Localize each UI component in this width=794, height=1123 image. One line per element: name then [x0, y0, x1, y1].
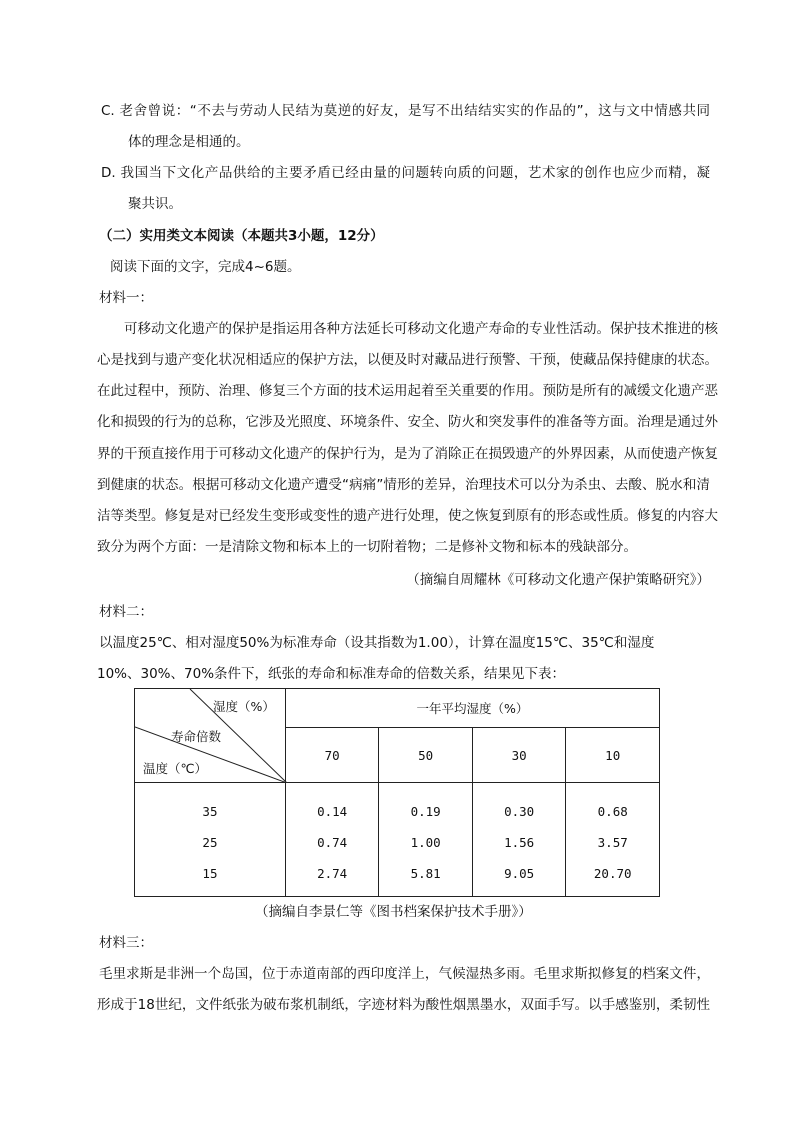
value-cell: 0.30: [504, 804, 535, 819]
value-column: [285, 783, 379, 897]
paper-lifespan-table: [134, 688, 660, 897]
value-column: [566, 783, 660, 897]
temp-cell: 15: [202, 866, 218, 881]
corner-humidity-label: 湿度（%）: [213, 699, 275, 714]
option-c-line1: C. 老舍曾说：“不去与劳动人民结为莫逆的好友，是写不出结结实实的作品的”，这与文中情感共同: [101, 103, 710, 119]
value-cell: 0.14: [317, 804, 348, 819]
value-cell: 0.68: [597, 804, 628, 819]
temp-cell: 25: [202, 835, 218, 850]
humidity-header: 50: [379, 728, 473, 783]
section-heading: （二）实用类文本阅读（本题共3小题，12分）: [99, 228, 384, 244]
value-cell: 5.81: [410, 866, 441, 881]
table-body-row: [135, 783, 660, 897]
corner-temperature-label: 温度（℃）: [143, 761, 208, 776]
material3-label: 材料三：: [99, 935, 153, 951]
material1-source: （摘编自周耀林《可移动文化遗产保护策略研究》）: [406, 572, 710, 588]
material3-line1: 毛里求斯是非洲一个岛国，位于赤道南部的西印度洋上，气候湿热多雨。毛里求斯拟修复的档案文件，: [99, 966, 710, 982]
material1-line: 化和损毁的行为的总称，它涉及光照度、环境条件、安全、防火和突发事件的准备等方面。治理是通过外: [97, 414, 718, 430]
material3-line2: 形成于18世纪，文件纸张为破布浆机制纸，字迹材料为酸性烟黑墨水，双面手写。以手感鉴别，柔韧性: [97, 997, 710, 1013]
material1-line: 可移动文化遗产的保护是指运用各种方法延长可移动文化遗产寿命的专业性活动。保护技术推进的核: [124, 321, 718, 337]
material1-label: 材料一：: [99, 290, 153, 306]
value-column: [379, 783, 473, 897]
humidity-header: 10: [566, 728, 660, 783]
material2-label: 材料二：: [99, 604, 153, 620]
value-cell: 2.74: [317, 866, 348, 881]
humidity-header: 30: [472, 728, 566, 783]
humidity-header: 70: [285, 728, 379, 783]
material1-line: 洁等类型。修复是对已经发生变形或变性的遗产进行处理，使之恢复到原有的形态或性质。修复的内容大: [97, 508, 718, 524]
value-cell: 0.74: [317, 835, 348, 850]
option-c-line2: 体的理念是相通的。: [128, 134, 250, 150]
material2-line1: 以温度25℃、相对湿度50%为标准寿命（设其指数为1.00），计算在温度15℃、35℃和湿度: [99, 635, 655, 651]
material1-line: 界的干预直接作用于可移动文化遗产的保护行为，是为了消除正在损毁遗产的外界因素，从而使遗产恢复: [97, 446, 718, 462]
value-column: [472, 783, 566, 897]
value-cell: 1.00: [410, 835, 441, 850]
material1-line: 致分为两个方面：一是清除文物和标本上的一切附着物；二是修补文物和标本的残缺部分。: [97, 539, 637, 555]
value-cell: 9.05: [504, 866, 535, 881]
value-cell: 0.19: [410, 804, 441, 819]
option-d-line2: 聚共识。: [128, 196, 182, 212]
corner-lifespan-label: 寿命倍数: [171, 729, 222, 744]
material1-line: 在此过程中，预防、治理、修复三个方面的技术运用起着至关重要的作用。预防是所有的减缓文化遗产恶: [97, 383, 718, 399]
temp-cell: 35: [202, 804, 218, 819]
value-cell: 1.56: [504, 835, 535, 850]
temperature-column: [135, 783, 286, 897]
material2-line2: 10%、30%、70%条件下，纸张的寿命和标准寿命的倍数关系，结果见下表：: [97, 666, 566, 682]
option-d-line1: D. 我国当下文化产品供给的主要矛盾已经由量的问题转向质的问题，艺术家的创作也应少而精，凝: [101, 165, 710, 181]
value-cell: 20.70: [593, 866, 632, 881]
instruction: 阅读下面的文字，完成4~6题。: [110, 259, 301, 275]
value-cell: 3.57: [597, 835, 628, 850]
group-header: 一年平均湿度（%）: [285, 689, 659, 728]
material2-source: （摘编自李景仁等《图书档案保护技术手册》）: [255, 904, 532, 920]
material1-line: 到健康的状态。根据可移动文化遗产遭受“病痛”情形的差异，治理技术可以分为杀虫、去酸、脱水和清: [97, 477, 710, 493]
material1-line: 心是找到与遗产变化状况相适应的保护方法，以便及时对藏品进行预警、干预，使藏品保持健康的状态。: [97, 352, 718, 368]
table-corner-cell: [135, 689, 286, 783]
